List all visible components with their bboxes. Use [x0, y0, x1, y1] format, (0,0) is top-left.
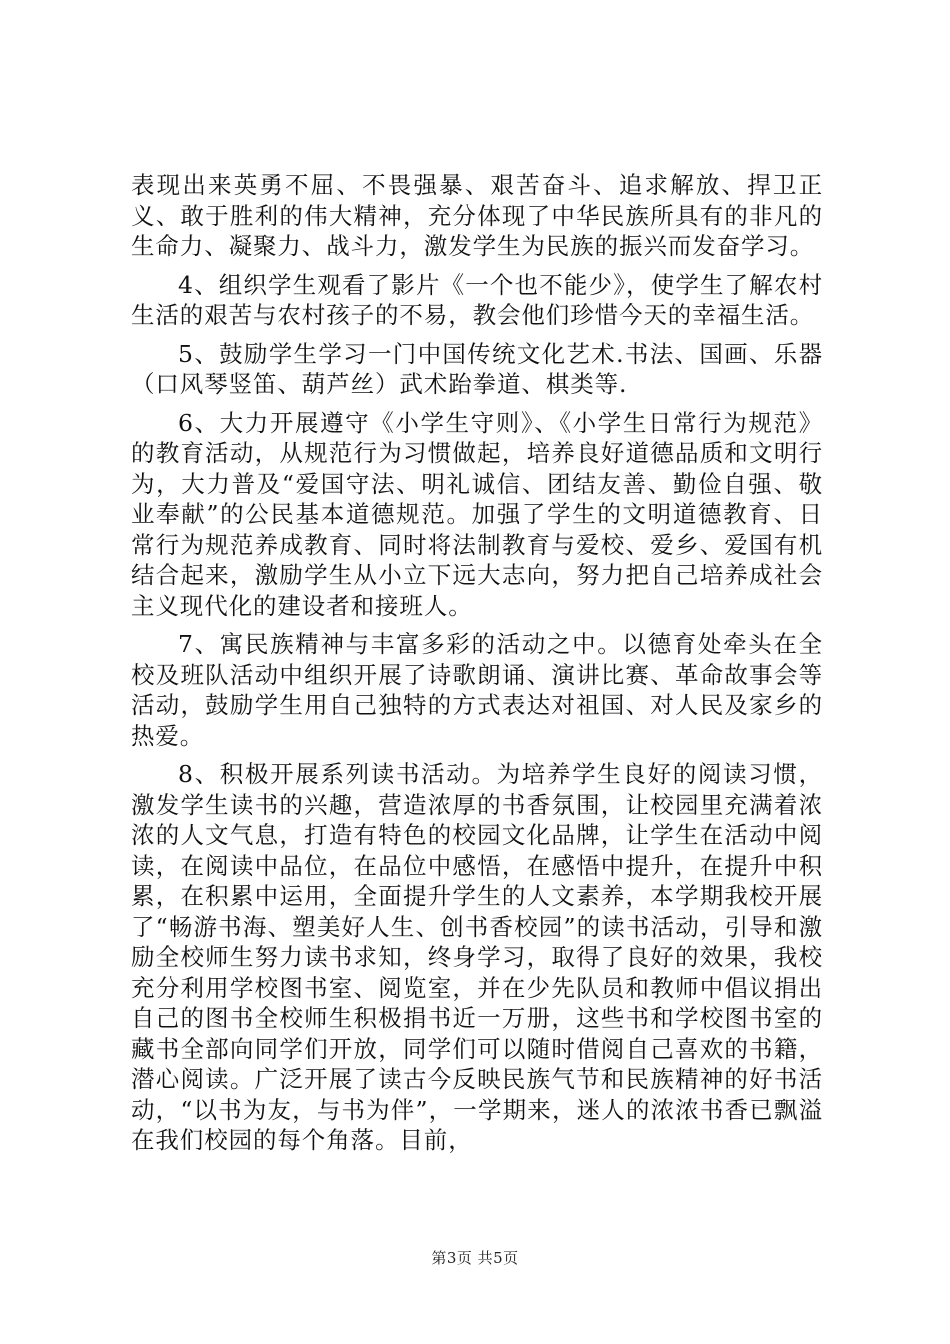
paragraph-continuation: 表现出来英勇不屈、不畏强暴、艰苦奋斗、追求解放、捍卫正义、敢于胜利的伟大精神，充分体现了中华民族所具有的非凡的生命力、凝聚力、战斗力，激发学生为民族的振兴而发奋学习。 — [131, 171, 823, 260]
paragraph-item-6: 6、大力开展遵守《小学生守则》、《小学生日常行为规范》的教育活动，从规范行为习惯做起，培养良好道德品质和文明行为，大力普及“爱国守法、明礼诚信、团结友善、勤俭自强、敬业奉献”的公民基本道德规范。加强了学生的文明道德教育、日常行为规范养成教育、同时将法制教育与爱校、爱乡、爱国有机结合起来，激励学生从小立下远大志向，努力把自己培养成社会主义现代化的建设者和接班人。 — [131, 408, 823, 620]
paragraph-item-4: 4、组织学生观看了影片《一个也不能少》，使学生了解农村生活的艰苦与农村孩子的不易，教会他们珍惜今天的幸福生活。 — [131, 270, 823, 329]
paragraph-item-8: 8、积极开展系列读书活动。为培养学生良好的阅读习惯，激发学生读书的兴趣，营造浓厚的书香氛围，让校园里充满着浓浓的人文气息，打造有特色的校园文化品牌，让学生在活动中阅读，在阅读中品位，在品位中感悟，在感悟中提升，在提升中积累，在积累中运用，全面提升学生的人文素养，本学期我校开展了“畅游书海、塑美好人生、创书香校园”的读书活动，引导和激励全校师生努力读书求知，终身学习，取得了良好的效果，我校充分利用学校图书室、阅览室，并在少先队员和教师中倡议捐出自己的图书全校师生积极捐书近一万册，这些书和学校图书室的藏书全部向同学们开放，同学们可以随时借阅自己喜欢的书籍，潜心阅读。广泛开展了读古今反映民族气节和民族精神的好书活动，“以书为友，与书为伴”，一学期来，迷人的浓浓书香已飘溢在我们校园的每个角落。目前， — [131, 760, 823, 1154]
paragraph-item-7: 7、寓民族精神与丰富多彩的活动之中。以德育处牵头在全校及班队活动中组织开展了诗歌朗诵、演讲比赛、革命故事会等活动，鼓励学生用自己独特的方式表达对祖国、对人民及家乡的热爱。 — [131, 630, 823, 750]
paragraph-item-5: 5、鼓励学生学习一门中国传统文化艺术.书法、国画、乐器（口风琴竖笛、葫芦丝）武术跆拳道、棋类等. — [131, 339, 823, 398]
page-number-footer: 第3页 共5页 — [431, 1249, 519, 1267]
document-body — [131, 170, 823, 1164]
